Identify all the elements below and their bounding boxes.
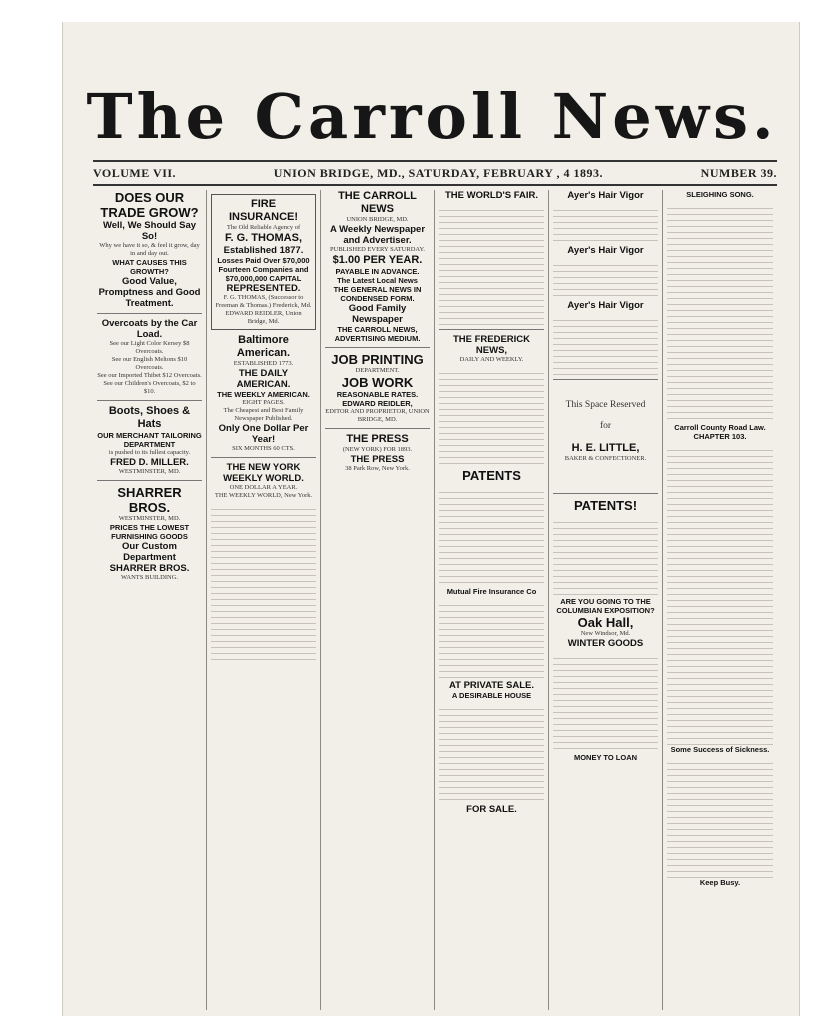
column-6 — [663, 190, 777, 1010]
ad-text: EDITOR AND PROPRIETOR, UNION BRIDGE, MD. — [325, 408, 430, 423]
article-heading: SLEIGHING SONG. — [686, 190, 754, 199]
ad-heading: REPRESENTED. — [226, 283, 301, 294]
divider — [325, 428, 430, 429]
ad-heading: Good Family Newspaper — [348, 303, 407, 325]
article-heading: Keep Busy. — [699, 878, 741, 887]
bottom-rule — [93, 184, 777, 186]
column-4 — [435, 190, 549, 1010]
fine-print — [667, 758, 773, 878]
newspaper-page — [62, 22, 800, 1016]
ad-heading: Losses Paid Over $70,000 Fourteen Companies and $70,000,000 CAPITAL — [217, 256, 310, 283]
ad-text: The Old Reliable Agency of — [226, 224, 301, 231]
ad-text: See our Light Color Kersey $8 Overcoats. — [109, 340, 190, 355]
ad-heading: Ayer's Hair Vigor — [567, 245, 644, 256]
article-heading: Carroll County Road Law. — [674, 423, 766, 432]
ad-heading: THE CARROLL NEWS, — [337, 325, 418, 334]
ad-heading: THE NEW YORK WEEKLY WORLD. — [223, 462, 304, 484]
ad-heading: PRICES THE LOWEST — [109, 523, 190, 532]
column-3 — [321, 190, 435, 1010]
ad-heading: REASONABLE RATES. — [336, 390, 419, 399]
ad-heading: EDWARD REIDLER, — [342, 399, 413, 408]
ad-text: BAKER & CONFECTIONER. — [564, 455, 647, 462]
fine-print — [439, 368, 544, 468]
fine-print — [439, 704, 544, 804]
ad-text: is pushed to its fullest capacity. — [108, 449, 191, 456]
ad-text: SIX MONTHS 60 CTS. — [232, 445, 295, 452]
ad-heading: PAYABLE IN ADVANCE. — [335, 267, 420, 276]
top-rule — [93, 160, 777, 162]
ad-text: Why we have it so, & feel it grow, day in and day out. — [99, 242, 200, 257]
ad-heading: H. E. LITTLE, — [571, 442, 640, 454]
divider — [439, 329, 544, 330]
ad-heading: PATENTS! — [573, 498, 638, 513]
divider — [97, 313, 202, 314]
ad-heading: Good Value, Promptness and Good Treatment. — [98, 276, 201, 309]
column-2 — [207, 190, 321, 1010]
fine-print — [553, 205, 658, 245]
ad-heading: JOB WORK — [341, 375, 414, 390]
ad-heading: AT PRIVATE SALE. — [449, 680, 534, 691]
fine-print — [439, 205, 544, 325]
article-heading: Some Success of Sickness. — [670, 745, 770, 754]
ad-text: ONE DOLLAR A YEAR. — [229, 484, 298, 491]
ad-text: New Windsor, Md. — [580, 630, 631, 637]
ad-text: The Cheapest and Best Family Newspaper Published. — [223, 407, 304, 422]
ad-heading: Oak Hall, — [577, 615, 634, 630]
fine-print — [553, 260, 658, 300]
divider — [553, 493, 658, 494]
ad-heading: FIRE INSURANCE! — [228, 198, 299, 223]
fine-print — [439, 600, 544, 680]
divider — [553, 379, 658, 380]
volume-number: VOLUME VII. — [93, 165, 177, 180]
ad-text: See our English Meltons $10 Overcoats. — [111, 356, 188, 371]
ad-heading: A DESIRABLE HOUSE — [451, 691, 532, 700]
fine-print — [553, 315, 658, 375]
ad-text: WESTMINSTER, MD. — [118, 468, 181, 475]
ad-text: UNION BRIDGE, MD. — [346, 216, 409, 223]
ad-text: See our Imported Thibet $12 Overcoats. — [97, 372, 202, 379]
ad-heading: THE PRESS — [346, 433, 409, 445]
ad-heading: SHARRER BROS. — [117, 485, 182, 515]
place-and-date: UNION BRIDGE, MD., SATURDAY, FEBRUARY , 4 1893. — [273, 165, 603, 180]
ad-heading: OUR MERCHANT TAILORING DEPARTMENT — [97, 431, 202, 449]
ad-heading: THE WEEKLY AMERICAN. — [217, 390, 310, 399]
columns — [93, 190, 777, 1010]
dateline — [93, 164, 777, 182]
ad-text: WESTMINSTER, MD. — [118, 515, 181, 522]
ad-heading: FURNISHING GOODS — [111, 532, 188, 541]
ad-heading: Mutual Fire Insurance Co — [446, 587, 537, 596]
issue-number: NUMBER 39. — [700, 165, 777, 180]
ad-heading: ADVERTISING MEDIUM. — [334, 334, 421, 343]
ad-heading: Only One Dollar Per Year! — [218, 423, 309, 445]
ad-heading: THE CARROLL NEWS — [338, 190, 417, 215]
ad-text: F. G. THOMAS, (Successor to Freeman & Thomas.) Frederick, Md. — [215, 294, 312, 309]
ad-text: ESTABLISHED 1773. — [233, 360, 294, 367]
reserved-space-text: This Space Reserved — [565, 400, 646, 410]
ad-heading: Baltimore American. — [236, 334, 291, 359]
divider — [325, 347, 430, 348]
ad-text: EIGHT PAGES. — [242, 399, 285, 406]
ad-text: PUBLISHED EVERY SATURDAY. — [330, 246, 425, 253]
article-heading: CHAPTER 103. — [693, 432, 747, 441]
ad-heading: FOR SALE. — [466, 804, 517, 815]
fine-print — [553, 517, 658, 597]
reserved-space-text: for — [599, 421, 612, 431]
ad-text: EDWARD REIDLER, Union Bridge, Md. — [225, 310, 302, 325]
ad-heading: Boots, Shoes & Hats — [108, 405, 191, 430]
ad-text: WANTS BUILDING. — [120, 574, 179, 581]
ad-heading: MONEY TO LOAN — [573, 753, 638, 762]
ad-text: THE WEEKLY WORLD, New York. — [214, 492, 313, 499]
ad-text: 38 Park Row, New York. — [345, 465, 410, 472]
ad-text: DAILY AND WEEKLY. — [459, 356, 524, 363]
ad-heading: THE FREDERICK NEWS, — [452, 334, 531, 356]
fine-print — [667, 445, 773, 745]
ad-heading: WHAT CAUSES THIS GROWTH? — [112, 258, 187, 276]
ad-heading: $1.00 PER YEAR. — [332, 254, 423, 266]
ad-heading: The Latest Local News — [337, 276, 418, 285]
ad-heading: WINTER GOODS — [567, 638, 644, 649]
ad-heading: Ayer's Hair Vigor — [567, 190, 644, 201]
ad-heading: DOES OUR TRADE GROW? — [100, 190, 199, 220]
ad-heading: Our Custom Department — [122, 541, 177, 563]
ad-heading: F. G. THOMAS, — [225, 232, 302, 244]
ad-heading: ARE YOU GOING TO THE COLUMBIAN EXPOSITION? — [556, 597, 655, 615]
fine-print — [667, 203, 773, 423]
newspaper-title: The Carroll News. — [86, 80, 778, 153]
fine-print — [439, 487, 544, 587]
fine-print — [553, 653, 658, 753]
column-1 — [93, 190, 207, 1010]
ad-heading: THE PRESS — [350, 454, 405, 465]
column-5 — [549, 190, 663, 1010]
ad-heading: A Weekly Newspaper and Advertiser. — [329, 224, 426, 246]
ad-text: See our Children's Overcoats, $2 to $10. — [103, 380, 196, 395]
ad-heading: FRED D. MILLER. — [110, 457, 189, 468]
ad-heading: THE WORLD'S FAIR. — [444, 190, 539, 201]
ad-heading: JOB PRINTING — [331, 352, 424, 367]
ad-heading: SHARRER BROS. — [109, 563, 190, 574]
ad-heading: THE DAILY AMERICAN. — [236, 368, 291, 390]
divider — [97, 480, 202, 481]
ad-heading: PATENTS — [462, 468, 521, 483]
ad-heading: Established 1877. — [223, 245, 304, 256]
ad-text: DEPARTMENT. — [355, 367, 400, 374]
divider — [211, 457, 316, 458]
ad-text: (NEW YORK) FOR 1893. — [342, 446, 413, 453]
masthead — [63, 80, 800, 154]
fine-print — [211, 504, 316, 664]
ad-heading: Overcoats by the Car Load. — [101, 318, 198, 340]
ad-heading: THE GENERAL NEWS IN CONDENSED FORM. — [333, 285, 422, 303]
ad-heading: Ayer's Hair Vigor — [567, 300, 644, 311]
divider — [97, 400, 202, 401]
ad-heading: Well, We Should Say So! — [102, 220, 197, 242]
